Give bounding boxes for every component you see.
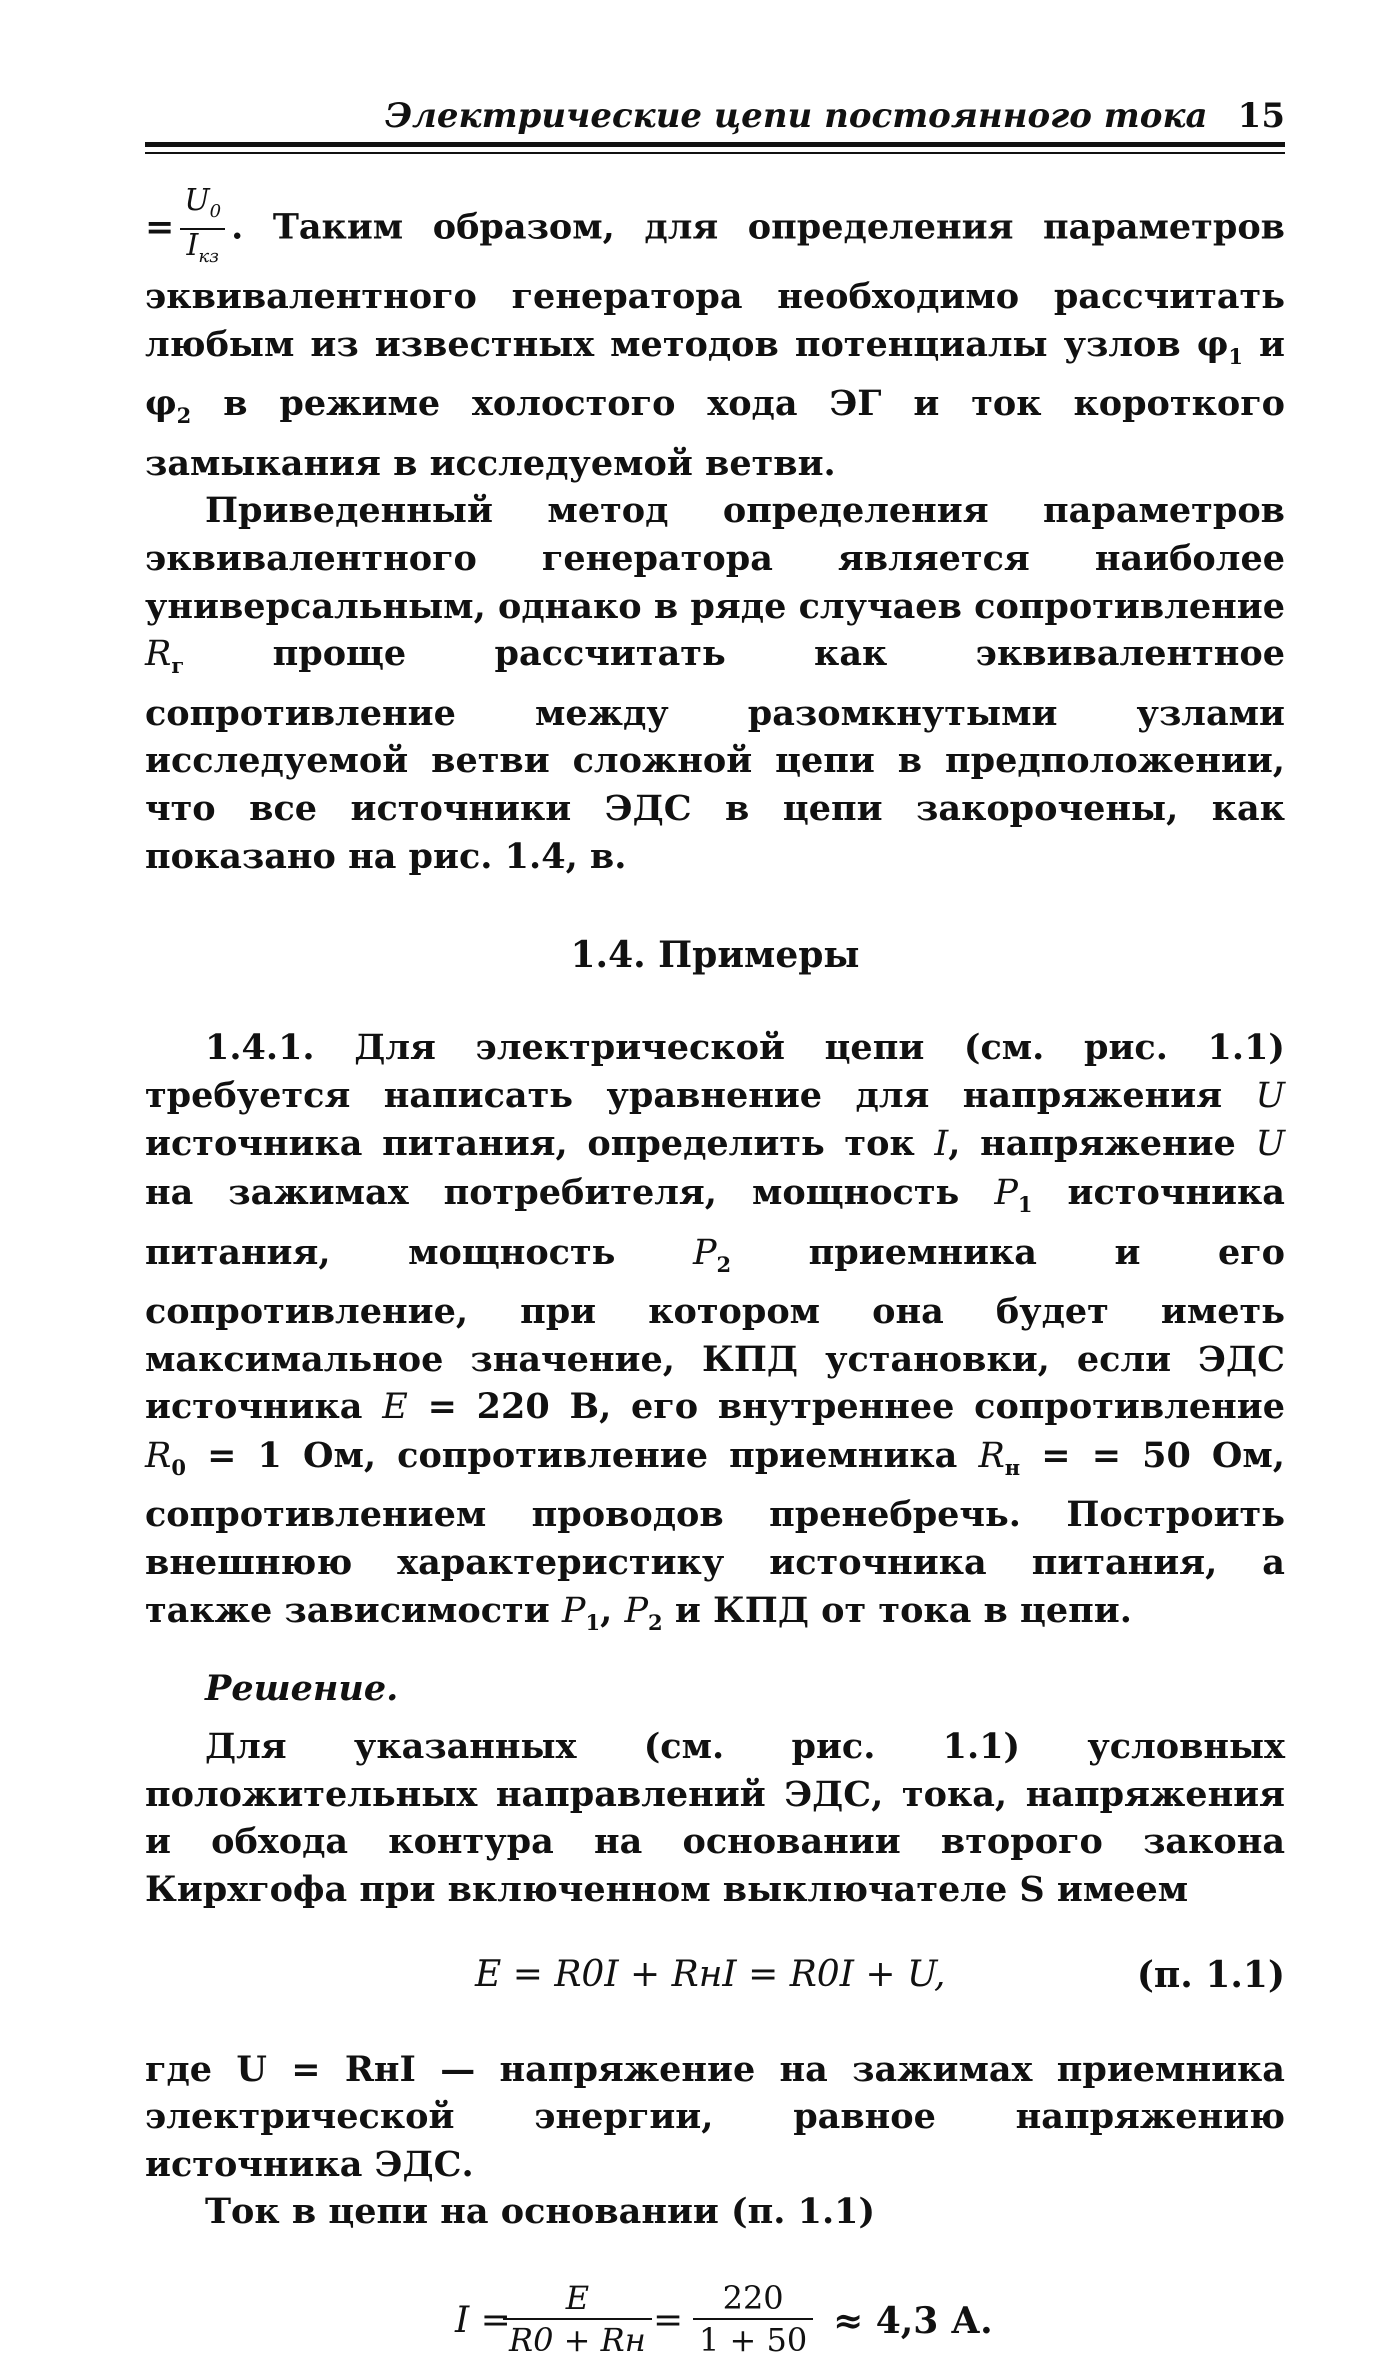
page-number: 15	[1237, 96, 1285, 136]
symbol-p: P	[994, 1172, 1018, 1213]
frac-numerator: U	[184, 183, 210, 218]
current-paragraph: Ток в цепи на основании (п. 1.1)	[205, 2191, 876, 2233]
symbol-p1-sub: 1	[1017, 1191, 1033, 1217]
problem-text-f: приемника и его сопротивление, при котором она будет иметь максимальное значение, КПД установки, если ЭДС источника	[145, 1231, 1285, 1428]
para1-text-a: . Таким образом, для определения параметров эквивалентного генератора необходимо рассчитать любым из известных методов потенциалы узлов φ	[145, 206, 1285, 365]
lead-equals: =	[145, 206, 175, 248]
symbol-r: R	[978, 1435, 1005, 1476]
problem-text-g: = 220 В, его внутреннее сопротивление	[407, 1386, 1286, 1428]
problem-text-i: = = 50 Ом, сопротивлением проводов пренебречь. Построить внешнюю характеристику источника питания, а также зависимости	[145, 1434, 1285, 1631]
problem-text-h: = 1 Ом, сопротивление приемника	[185, 1434, 979, 1476]
fraction-numerator: 220	[693, 2278, 813, 2320]
fraction-e-over-r	[503, 2278, 652, 2360]
problem-text-c: , напряжение	[948, 1123, 1256, 1165]
problem-text-a: 1.4.1. Для электрической цепи (см. рис. 1.1) требуется написать уравнение для напряжения	[145, 1027, 1285, 1116]
para2-text-b: проще рассчитать как эквивалентное сопротивление между разомкнутыми узлами исследуемой ветви сложной цепи в предположении, что все источники ЭДС в цепи закорочены, как показано на рис. 1.4, в.	[145, 633, 1285, 877]
problem-text-b: источника питания, определить ток	[145, 1123, 935, 1165]
formula-equals: =	[653, 2300, 684, 2341]
phi2-sub: 2	[176, 403, 192, 429]
symbol-p2-sub: 2	[716, 1251, 732, 1277]
symbol-r: R	[145, 1435, 172, 1476]
para1-text-b: и φ	[145, 323, 1285, 425]
frac-denominator-sub: кз	[198, 246, 219, 267]
fraction-u0-ikz	[180, 185, 225, 273]
fraction-numeric	[693, 2278, 813, 2360]
problem-text-d: на зажимах потребителя, мощность	[145, 1171, 995, 1213]
symbol-i: I	[934, 1124, 949, 1165]
formula-current	[145, 2266, 1285, 2376]
phi1-sub: 1	[1228, 343, 1244, 369]
symbol-rn-sub: н	[1004, 1454, 1021, 1480]
para1-text-c: в режиме холостого хода ЭГ и ток короткого замыкания в исследуемой ветви.	[145, 383, 1285, 484]
formula-kirchhoff	[145, 1948, 1285, 2012]
formula-number: (п. 1.1)	[1136, 1953, 1285, 1996]
formula-expression: E = R0I + RнI = R0I + U,	[475, 1953, 946, 1995]
solution-heading: Решение.	[205, 1668, 399, 1710]
fraction-denominator: R0 + Rн	[509, 2321, 646, 2359]
frac-denominator: I	[186, 228, 199, 263]
running-header	[145, 96, 1285, 147]
para2-text-a: Приведенный метод определения параметров эквивалентного генератора является наиболее универсальным, однако в ряде случаев сопротивление	[145, 490, 1285, 627]
symbol-r: R	[145, 634, 172, 675]
fraction-numerator: E	[503, 2278, 652, 2320]
symbol-u: U	[1255, 1124, 1285, 1165]
symbol-p: P	[561, 1590, 586, 1631]
section-title: 1.4. Примеры	[570, 934, 860, 977]
symbol-p1-sub: 1	[585, 1609, 601, 1635]
page	[145, 96, 1285, 2376]
symbol-p: P	[692, 1232, 717, 1273]
symbol-p: P	[624, 1590, 649, 1631]
problem-statement	[145, 1024, 1285, 1646]
where-paragraph: где U = RнI — напряжение на зажимах приемника электрической энергии, равное напряжению источника ЭДС.	[145, 2048, 1285, 2185]
fraction-denominator: 1 + 50	[699, 2321, 808, 2359]
formula-current-lhs: I =	[455, 2300, 511, 2341]
frac-numerator-sub: 0	[209, 201, 222, 222]
symbol-e: E	[382, 1387, 408, 1428]
problem-text-j: ,	[600, 1589, 625, 1631]
body-text	[145, 185, 1285, 2376]
solution-paragraph: Для указанных (см. рис. 1.1) условных положительных направлений ЭДС, тока, напряжения и обхода контура на основании второго закона Кирхгофа при включенном выключателе S имеем	[145, 1726, 1285, 1911]
symbol-r-sub: г	[171, 653, 185, 679]
paragraph-2	[145, 487, 1285, 880]
paragraph-1	[145, 185, 1285, 487]
problem-text-e: источника питания, мощность	[145, 1171, 1285, 1273]
symbol-p2-sub: 2	[648, 1609, 663, 1635]
symbol-u: U	[1255, 1075, 1285, 1116]
problem-text-k: и КПД от тока в цепи.	[662, 1589, 1132, 1631]
symbol-r0-sub: 0	[171, 1454, 186, 1480]
formula-result: ≈ 4,3 А.	[833, 2300, 993, 2342]
running-title: Электрические цепи постоянного тока	[385, 96, 1208, 136]
